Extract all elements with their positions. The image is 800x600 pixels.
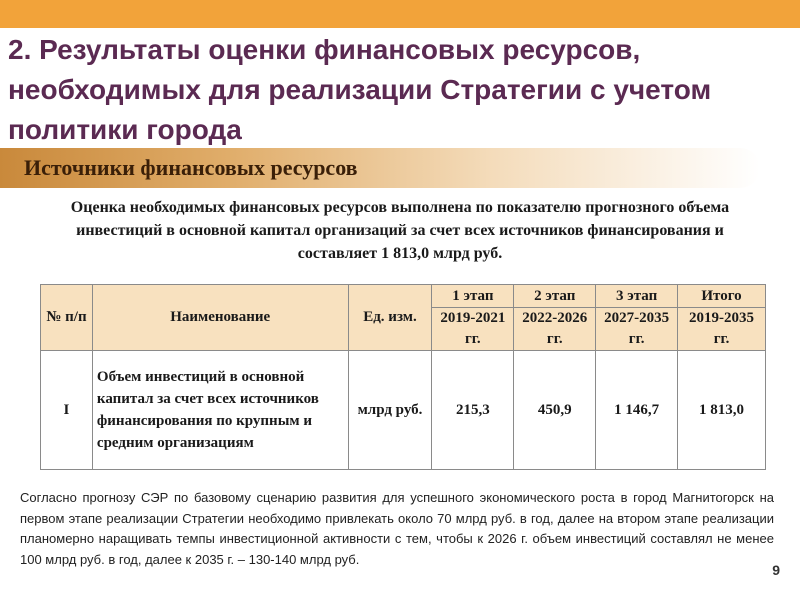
table-row [41,351,766,470]
header-name: Наименование [92,285,348,351]
cell-name: Объем инвестиций в основной капитал за счет всех источников финансирования по крупным и средним организациям [92,351,348,470]
header-total: Итого [678,285,766,308]
header-period-total: 2019-2035 гг. [678,308,766,351]
summary-text: Оценка необходимых финансовых ресурсов выполнена по показателю прогнозного объема инвестиций в основной капитал организаций за счет всех источников финансирования и составляет 1 813,0 млрд руб. [70,199,730,262]
table-header-row [41,285,766,308]
section-banner [0,148,760,188]
body-paragraph: Согласно прогнозу СЭР по базовому сценарию развития для успешного экономического роста в город Магнитогорск на первом этапе реализации Стратегии необходимо привлекать около 70 млрд руб. в год, далее на втором этапе реализации планомерно наращивать темпы инвестиционной активности с тем, чтобы к 2026 г. объем инвестиций составлял не менее 100 млрд руб. в год, далее к 2035 г. – 130-140 млрд руб. [20,490,774,567]
cell-num: I [41,351,93,470]
header-stage-3: 3 этап [596,285,678,308]
cell-total: 1 813,0 [678,351,766,470]
top-accent-bar [0,0,800,28]
header-period-3: 2027-2035 гг. [596,308,678,351]
page-number: 9 [772,562,780,578]
header-stage-2: 2 этап [514,285,596,308]
header-num: № п/п [41,285,93,351]
financial-resources-table [40,284,766,470]
cell-stage-3: 1 146,7 [596,351,678,470]
header-stage-1: 1 этап [432,285,514,308]
cell-unit: млрд руб. [348,351,432,470]
header-period-2: 2022-2026 гг. [514,308,596,351]
header-period-1: 2019-2021 гг. [432,308,514,351]
cell-stage-2: 450,9 [514,351,596,470]
header-unit: Ед. изм. [348,285,432,351]
slide-title: 2. Результаты оценки финансовых ресурсов, необходимых для реализации Стратегии с учетом политики города [8,34,712,145]
cell-stage-1: 215,3 [432,351,514,470]
section-title: Источники финансовых ресурсов [24,155,358,180]
